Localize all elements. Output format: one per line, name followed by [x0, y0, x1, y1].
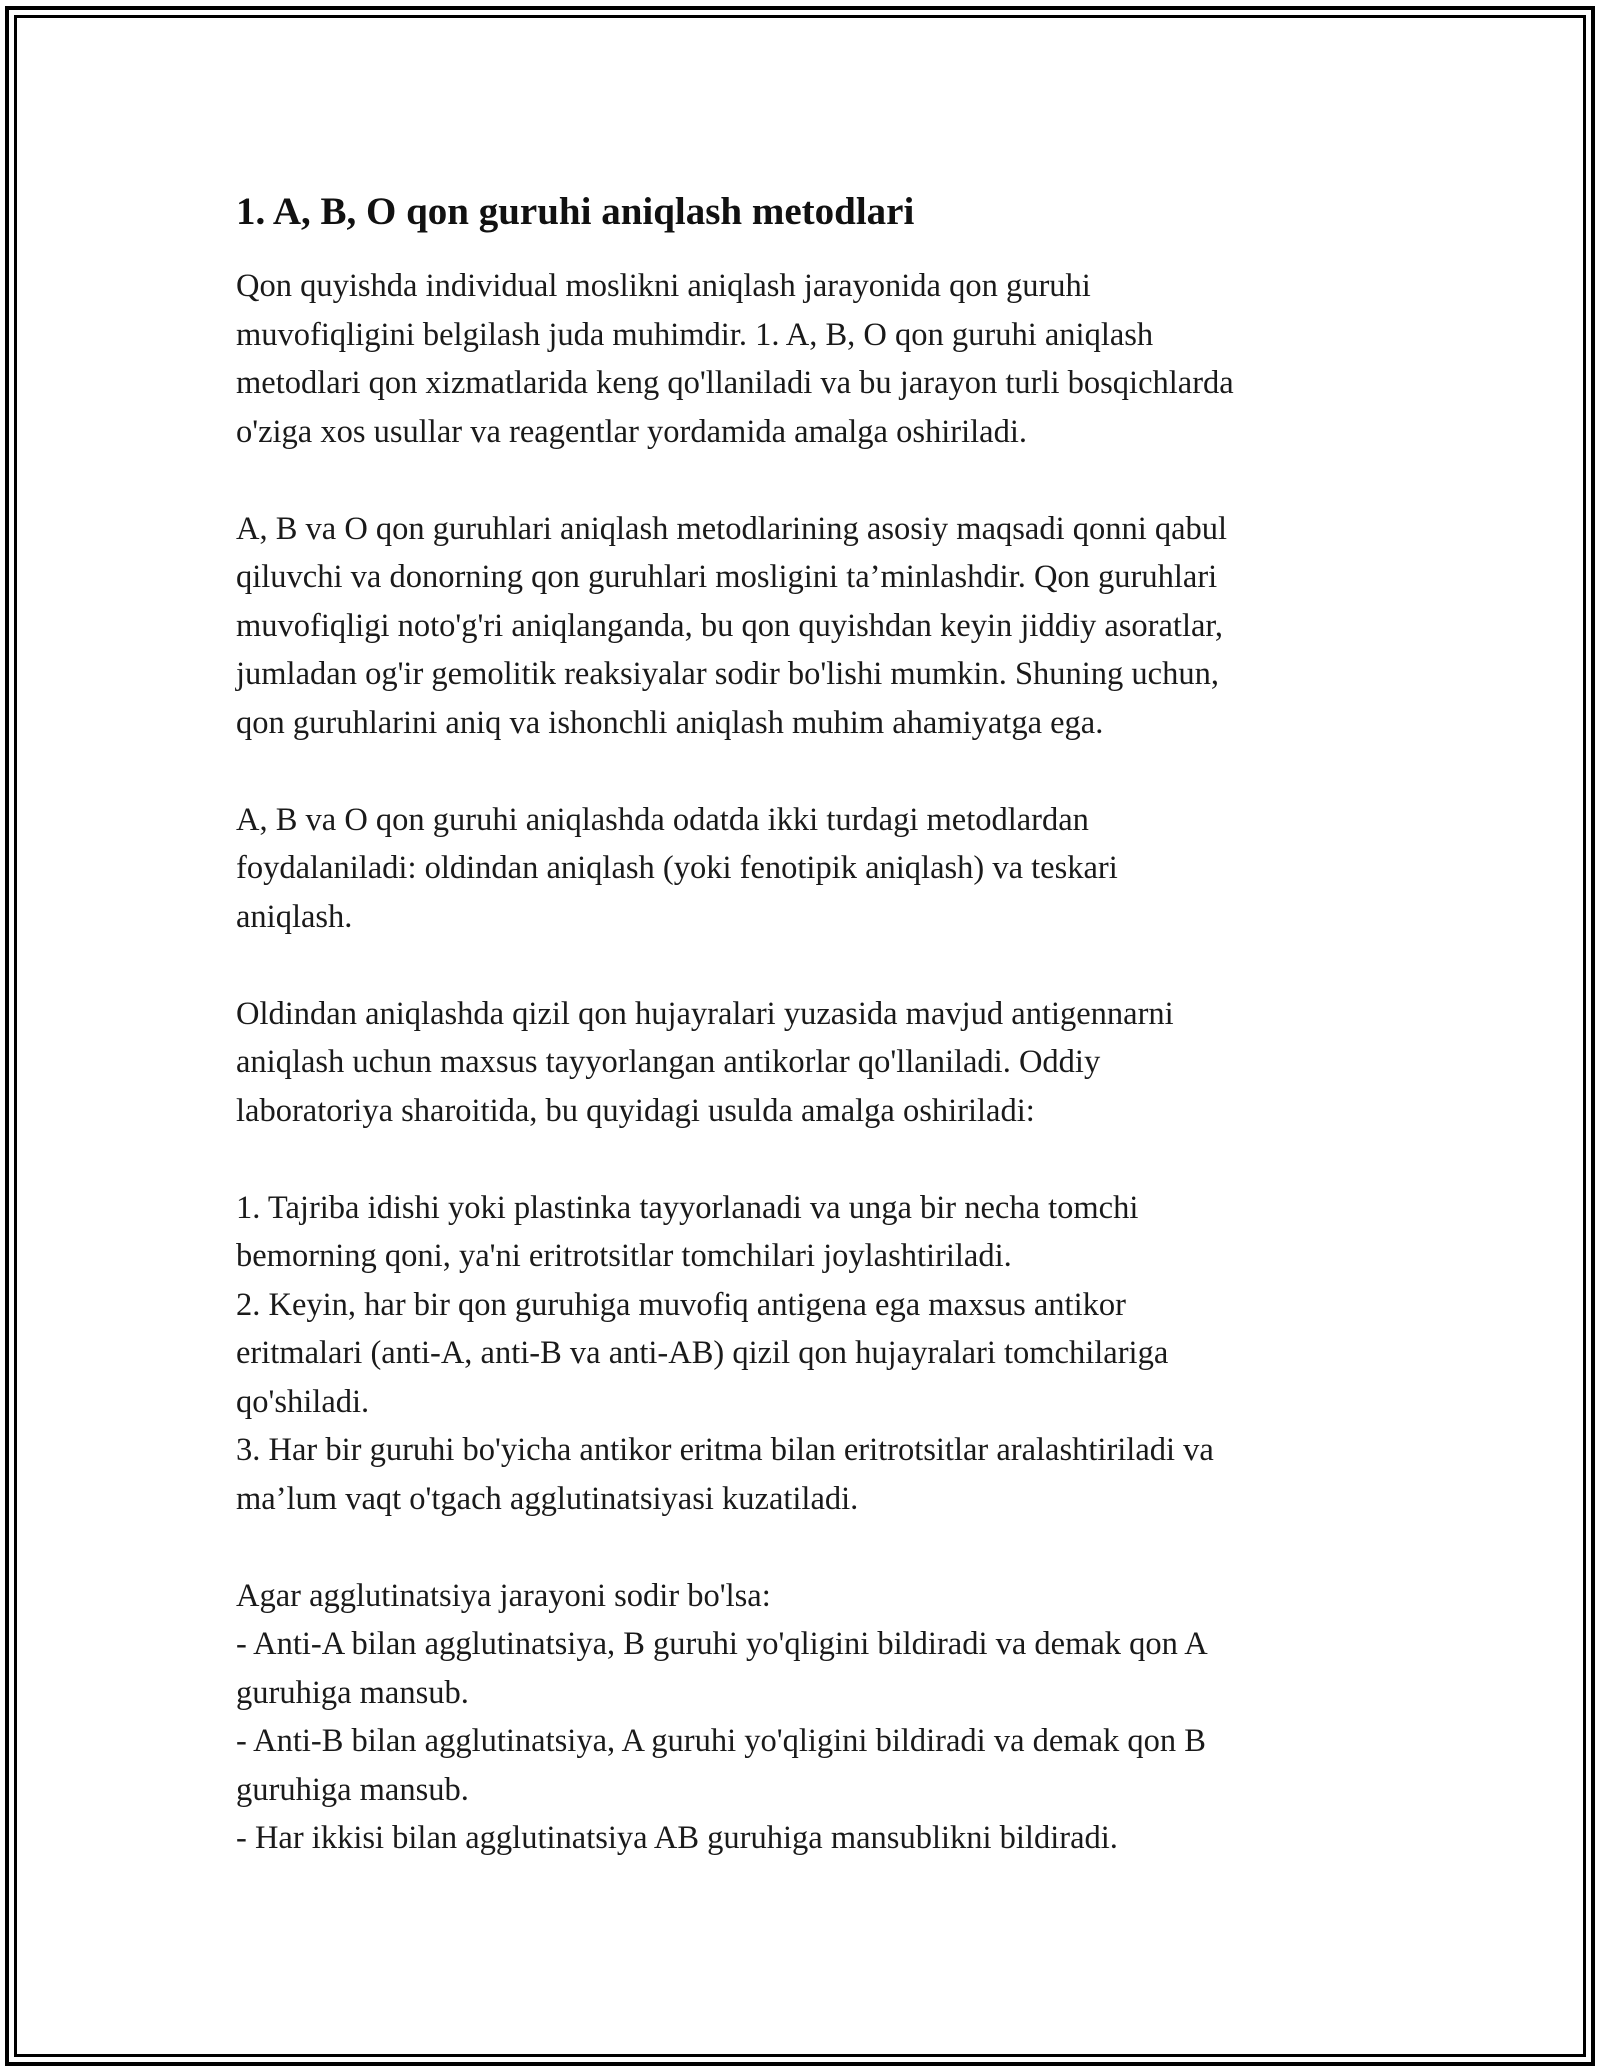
- procedure-step-3: [236, 1426, 1376, 1523]
- text-line: guruhiga mansub.: [236, 1674, 469, 1711]
- result-item-anti-b: [236, 1717, 1376, 1814]
- text-line: metodlari qon xizmatlarida keng qo'llaniladi va bu jarayon turli bosqichlarda: [236, 365, 1234, 401]
- procedure-step-1: [236, 1184, 1376, 1281]
- text-line: o'ziga xos usullar va reagentlar yordamida amalga oshiriladi.: [236, 413, 1027, 450]
- text-line: Qon quyishda individual moslikni aniqlash jarayonida qon guruhi: [236, 268, 1091, 304]
- document-body: [236, 186, 1376, 1911]
- text-line: laboratoriya sharoitida, bu quyidagi usulda amalga oshiriladi:: [236, 1092, 1035, 1129]
- text-line: - Har ikkisi bilan agglutinatsiya AB guruhiga mansublikni bildiradi.: [236, 1820, 1118, 1856]
- text-line: muvofiqligini belgilash juda muhimdir. 1. A, B, O qon guruhi aniqlash: [236, 316, 1154, 353]
- paragraph-purpose: [236, 505, 1376, 748]
- procedure-steps: [236, 1184, 1376, 1524]
- text-line: bemorning qoni, ya'ni eritrotsitlar tomchilari joylashtiriladi.: [236, 1238, 1012, 1274]
- result-item-anti-a: [236, 1620, 1376, 1717]
- paragraph-methods: [236, 796, 1376, 942]
- text-line: A, B va O qon guruhlari aniqlash metodlarining asosiy maqsadi qonni qabul: [236, 510, 1228, 547]
- text-line: qo'shiladi.: [236, 1383, 370, 1420]
- text-line: - Anti-A bilan agglutinatsiya, B guruhi yo'qligini bildiradi va demak qon A: [236, 1626, 1208, 1662]
- text-line: guruhiga mansub.: [236, 1771, 469, 1808]
- paragraph-intro: [236, 262, 1376, 456]
- text-line: qon guruhlarini aniq va ishonchli aniqlash muhim ahamiyatga ega.: [236, 704, 1104, 741]
- text-line: 2. Keyin, har bir qon guruhiga muvofiq antigena ega maxsus antikor: [236, 1286, 1126, 1323]
- text-line: Oldindan aniqlashda qizil qon hujayralari yuzasida mavjud antigennarni: [236, 995, 1174, 1032]
- paragraph-forward-typing: [236, 990, 1376, 1136]
- text-line: ma’lum vaqt o'tgach agglutinatsiyasi kuzatiladi.: [236, 1480, 859, 1517]
- text-line: jumladan og'ir gemolitik reaksiyalar sodir bo'lishi mumkin. Shuning uchun,: [236, 656, 1219, 692]
- text-line: 3. Har bir guruhi bo'yicha antikor eritma bilan eritrotsitlar aralashtiriladi va: [236, 1432, 1214, 1468]
- procedure-step-2: [236, 1281, 1376, 1427]
- document-title: 1. A, B, O qon guruhi aniqlash metodlari: [236, 190, 915, 233]
- results-list: [236, 1572, 1376, 1863]
- text-line: foydalaniladi: oldindan aniqlash (yoki fenotipik aniqlash) va teskari: [236, 850, 1118, 886]
- result-item-both: [236, 1814, 1376, 1863]
- text-line: 1. Tajriba idishi yoki plastinka tayyorlanadi va unga bir necha tomchi: [236, 1189, 1139, 1226]
- text-line: A, B va O qon guruhi aniqlashda odatda ikki turdagi metodlardan: [236, 801, 1089, 838]
- text-line: aniqlash uchun maxsus tayyorlangan antikorlar qo'llaniladi. Oddiy: [236, 1044, 1101, 1080]
- text-line: - Anti-B bilan agglutinatsiya, A guruhi yo'qligini bildiradi va demak qon B: [236, 1723, 1206, 1759]
- text-line: aniqlash.: [236, 898, 353, 935]
- text-line: eritmalari (anti-A, anti-B va anti-AB) qizil qon hujayralari tomchilariga: [236, 1335, 1169, 1371]
- text-line: muvofiqligi noto'g'ri aniqlanganda, bu qon quyishdan keyin jiddiy asoratlar,: [236, 607, 1224, 644]
- results-intro: Agar agglutinatsiya jarayoni sodir bo'lsa:: [236, 1577, 771, 1614]
- text-line: qiluvchi va donorning qon guruhlari mosligini ta’minlashdir. Qon guruhlari: [236, 559, 1218, 595]
